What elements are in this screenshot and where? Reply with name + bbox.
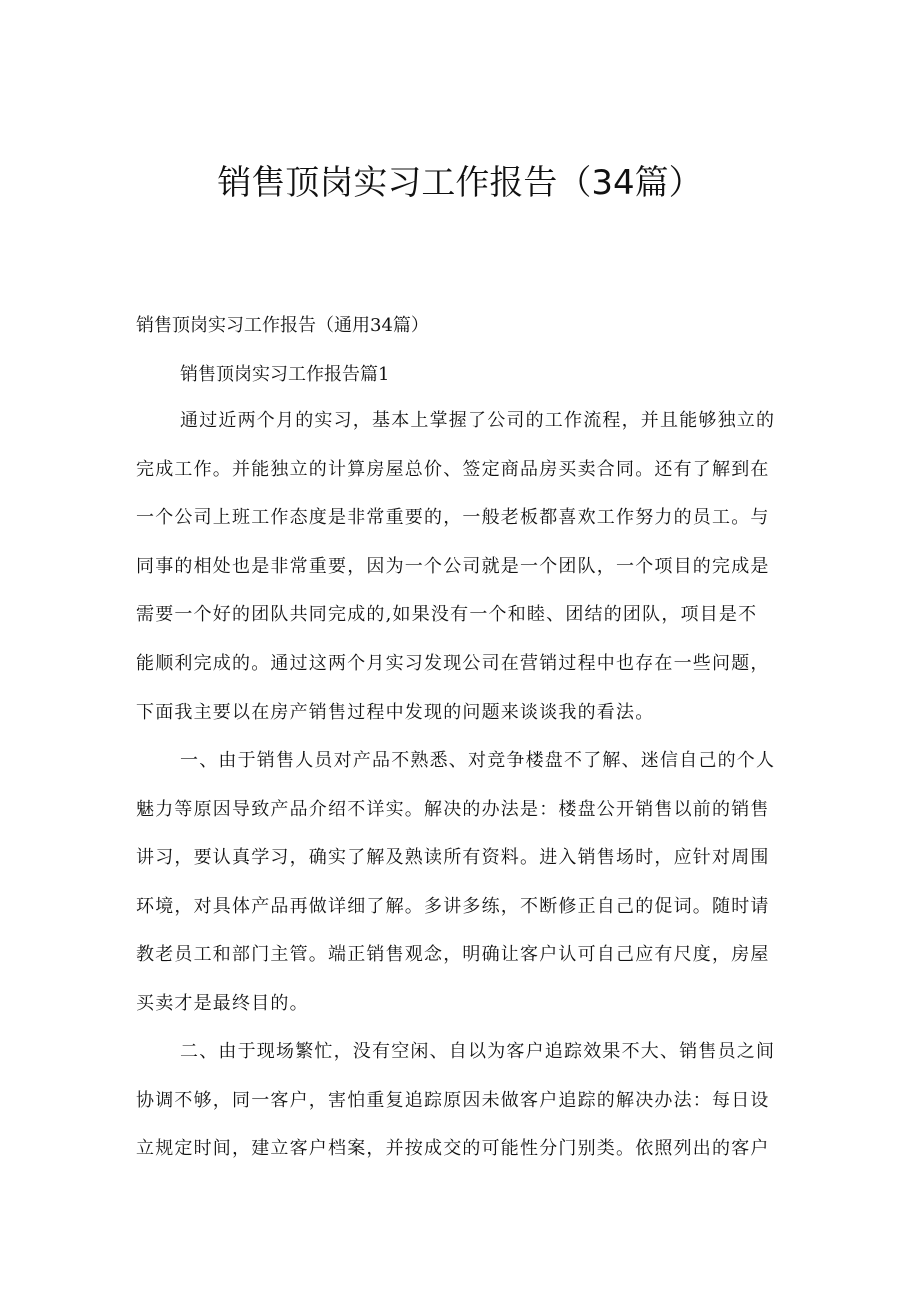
paragraph-line: 下面我主要以在房产销售过程中发现的问题来谈谈我的看法。 <box>136 701 655 723</box>
paragraph-line: 环境，对具体产品再做详细了解。多讲多练，不断修正自己的促词。随时请 <box>136 895 770 917</box>
document-subtitle: 销售顶岗实习工作报告（通用34篇） <box>136 315 429 336</box>
paragraph-2 <box>136 737 792 1029</box>
paragraph-line: 通过近两个月的实习，基本上掌握了公司的工作流程，并且能够独立的 <box>180 410 776 431</box>
paragraph-line: 立规定时间，建立客户档案，并按成交的可能性分门别类。依照列出的客户 <box>136 1138 770 1160</box>
paragraph-line: 同事的相处也是非常重要，因为一个公司就是一个团队，一个项目的完成是 <box>136 555 770 577</box>
paragraph-line: 完成工作。并能独立的计算房屋总价、签定商品房买卖合同。还有了解到在 <box>136 458 770 480</box>
paragraph-3 <box>136 1028 792 1174</box>
section-heading: 销售顶岗实习工作报告篇1 <box>180 364 390 385</box>
paragraph-1 <box>136 397 792 737</box>
paragraph-line: 能顺利完成的。通过这两个月实习发现公司在营销过程中也存在一些问题， <box>136 652 770 674</box>
document-title: 销售顶岗实习工作报告（34篇） <box>217 163 703 203</box>
paragraph-line: 魅力等原因导致产品介绍不详实。解决的办法是：楼盘公开销售以前的销售 <box>136 798 770 820</box>
paragraph-line: 教老员工和部门主管。端正销售观念，明确让客户认可自己应有尺度，房屋 <box>136 944 770 966</box>
paragraph-line: 需要一个好的团队共同完成的,如果没有一个和睦、团结的团队，项目是不 <box>136 604 758 626</box>
paragraph-line: 一个公司上班工作态度是非常重要的，一般老板都喜欢工作努力的员工。与 <box>136 507 770 529</box>
paragraph-line: 二、由于现场繁忙，没有空闲、自以为客户追踪效果不大、销售员之间 <box>180 1041 776 1062</box>
paragraph-line: 买卖才是最终目的。 <box>136 992 309 1014</box>
paragraph-line: 一、由于销售人员对产品不熟悉、对竞争楼盘不了解、迷信自己的个人 <box>180 750 776 771</box>
paragraph-line: 讲习，要认真学习，确实了解及熟读所有资料。进入销售场时，应针对周围 <box>136 847 770 869</box>
paragraph-line: 协调不够，同一客户，害怕重复追踪原因未做客户追踪的解决办法：每日设 <box>136 1089 770 1111</box>
